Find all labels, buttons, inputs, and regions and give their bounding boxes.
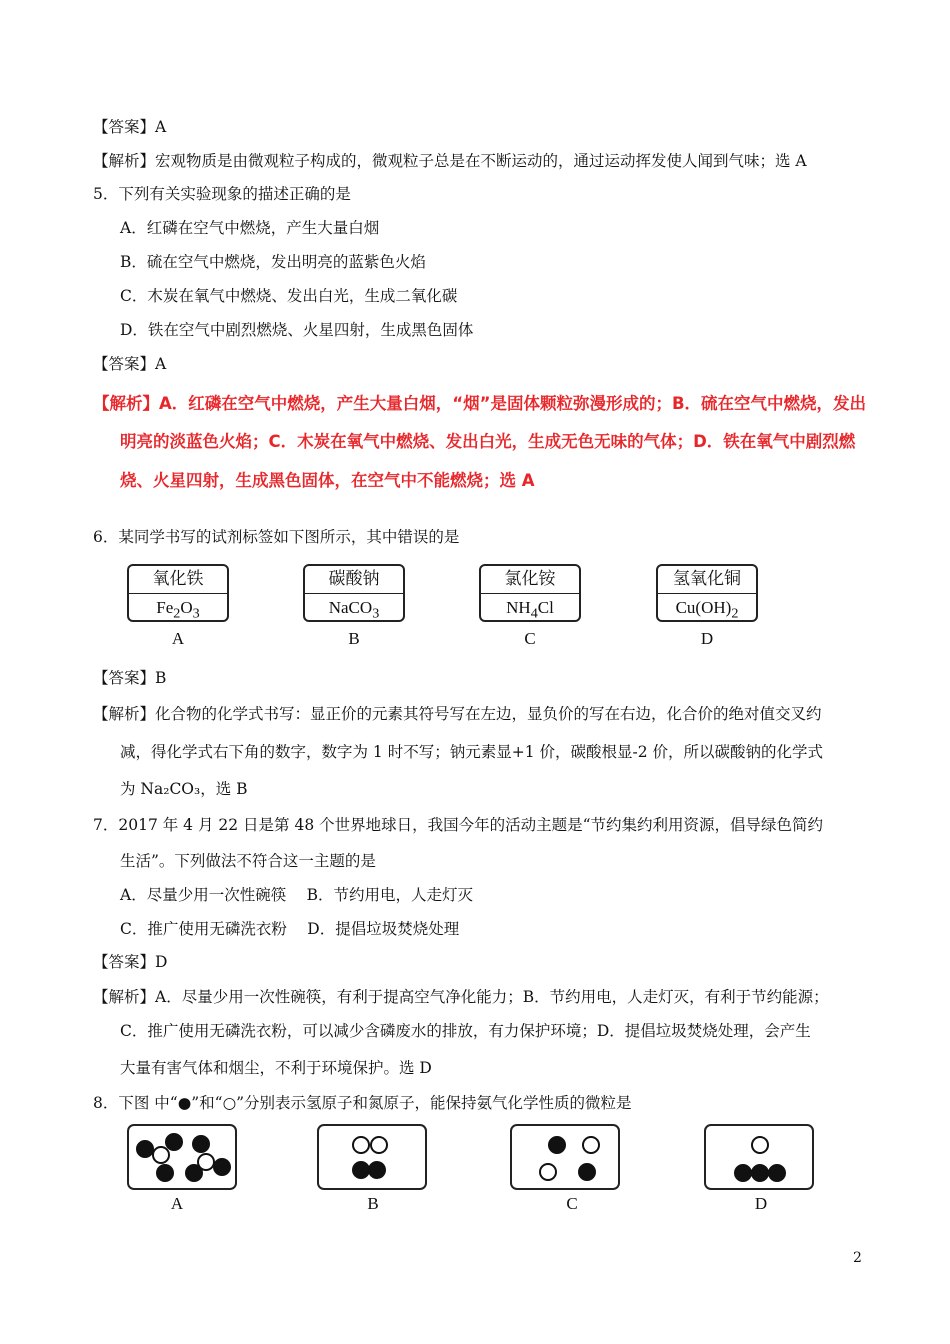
nitrogen-atom — [352, 1136, 370, 1154]
label-letter-b: B — [348, 629, 360, 648]
q7-options-row-1: A．尽量少用一次性碗筷 B．节约用电，人走灯灭 — [120, 886, 474, 904]
hydrogen-atom — [548, 1136, 566, 1154]
hydrogen-atom — [751, 1164, 769, 1182]
q5-analysis-line-2: 明亮的淡蓝色火焰；C．木炭在氧气中燃烧、发出白光，生成无色无味的气体；D．铁在氧气中剧烈燃 — [120, 432, 856, 451]
q4-answer: 【答案】A — [93, 118, 167, 136]
particle-letter-c: C — [566, 1194, 578, 1213]
nitrogen-atom — [370, 1136, 388, 1154]
q5-option-d: D．铁在空气中剧烈燃烧、火星四射，生成黑色固体 — [120, 321, 474, 339]
hydrogen-atom — [192, 1135, 210, 1153]
q6-analysis-line-2: 减，得化学式右下角的数字，数字为 1 时不写；钠元素显+1 价，碳酸根显-2 价，所以碳酸钠的化学式 — [120, 743, 824, 761]
hydrogen-atom — [213, 1158, 231, 1176]
q7-analysis-line-1: 【解析】A．尽量少用一次性碗筷，有利于提高空气净化能力；B．节约用电，人走灯灭，有利于节约能源； — [93, 988, 829, 1006]
particle-letter-b: B — [367, 1194, 379, 1213]
q5-answer: 【答案】A — [93, 355, 167, 373]
reagent-name: 碳酸钠 — [305, 566, 403, 594]
hydrogen-atom — [578, 1163, 596, 1181]
particle-box-c — [510, 1124, 620, 1190]
reagent-name: 氧化铁 — [129, 566, 227, 594]
hydrogen-atom — [368, 1161, 386, 1179]
particle-box-a — [127, 1124, 237, 1190]
q6-stem: 6．某同学书写的试剂标签如下图所示，其中错误的是 — [93, 528, 460, 546]
reagent-label-d — [656, 564, 758, 622]
q5-analysis-line-1: 【解析】A．红磷在空气中燃烧，产生大量白烟，“烟”是固体颗粒弥漫形成的；B．硫在空气中燃烧，发出 — [93, 394, 867, 413]
nitrogen-atom — [582, 1136, 600, 1154]
hydrogen-atom — [768, 1164, 786, 1182]
reagent-name: 氢氧化铜 — [658, 566, 756, 594]
reagent-formula: $NH_4Cl$ — [506, 598, 554, 622]
nitrogen-atom — [751, 1136, 769, 1154]
q5-option-b: B．硫在空气中燃烧，发出明亮的蓝紫色火焰 — [120, 253, 426, 271]
particle-letter-a: A — [170, 1194, 184, 1213]
nitrogen-atom — [152, 1146, 170, 1164]
nitrogen-atom — [539, 1163, 557, 1181]
q6-analysis-line-1: 【解析】化合物的化学式书写：显正价的元素其符号写在左边，显负价的写在右边，化合价的绝对值交叉约 — [93, 705, 822, 723]
q5-analysis-line-3: 烧、火星四射，生成黑色固体，在空气中不能燃烧；选 A — [120, 471, 535, 490]
q7-options-row-2: C．推广使用无磷洗衣粉 D．提倡垃圾焚烧处理 — [120, 920, 460, 938]
label-letter-a: A — [171, 629, 185, 648]
hydrogen-atom — [185, 1164, 203, 1182]
q5-option-a: A．红磷在空气中燃烧，产生大量白烟 — [120, 219, 380, 237]
label-letter-d: D — [700, 629, 714, 648]
q7-analysis-line-2: C．推广使用无磷洗衣粉，可以减少含磷废水的排放，有力保护环境；D．提倡垃圾焚烧处理，会产生 — [120, 1022, 811, 1040]
reagent-label-c — [479, 564, 581, 622]
particle-box-d — [704, 1124, 814, 1190]
q5-stem: 5．下列有关实验现象的描述正确的是 — [93, 185, 351, 203]
q6-analysis-line-3: 为 Na₂CO₃，选 B — [120, 780, 248, 798]
q6-answer: 【答案】B — [93, 669, 167, 687]
page-number: 2 — [853, 1250, 862, 1266]
hydrogen-atom — [734, 1164, 752, 1182]
reagent-label-a — [127, 564, 229, 622]
q7-answer: 【答案】D — [93, 953, 168, 971]
reagent-formula: NaCO$_3$ — [328, 598, 380, 622]
particle-box-b — [317, 1124, 427, 1190]
q8-stem: 8．下图 中“●”和“○”分别表示氢原子和氮原子，能保持氨气化学性质的微粒是 — [93, 1094, 632, 1112]
q4-analysis: 【解析】宏观物质是由微观粒子构成的，微观粒子总是在不断运动的，通过运动挥发使人闻到气味；选 A — [93, 152, 807, 170]
q7-stem-line-2: 生活”。下列做法不符合这一主题的是 — [120, 852, 376, 870]
reagent-formula: $Cu(OH)_2$ — [675, 598, 739, 622]
reagent-formula: $Fe_2O_3$ — [156, 598, 200, 622]
reagent-name: 氯化铵 — [481, 566, 579, 594]
label-letter-c: C — [524, 629, 536, 648]
hydrogen-atom — [156, 1164, 174, 1182]
q7-stem-line-1: 7．2017 年 4 月 22 日是第 48 个世界地球日，我国今年的活动主题是“节约集约利用资源，倡导绿色简约 — [93, 816, 824, 834]
q7-analysis-line-3: 大量有害气体和烟尘，不利于环境保护。选 D — [120, 1059, 432, 1077]
reagent-label-b — [303, 564, 405, 622]
q5-option-c: C．木炭在氧气中燃烧、发出白光，生成二氧化碳 — [120, 287, 458, 305]
particle-letter-d: D — [754, 1194, 768, 1213]
